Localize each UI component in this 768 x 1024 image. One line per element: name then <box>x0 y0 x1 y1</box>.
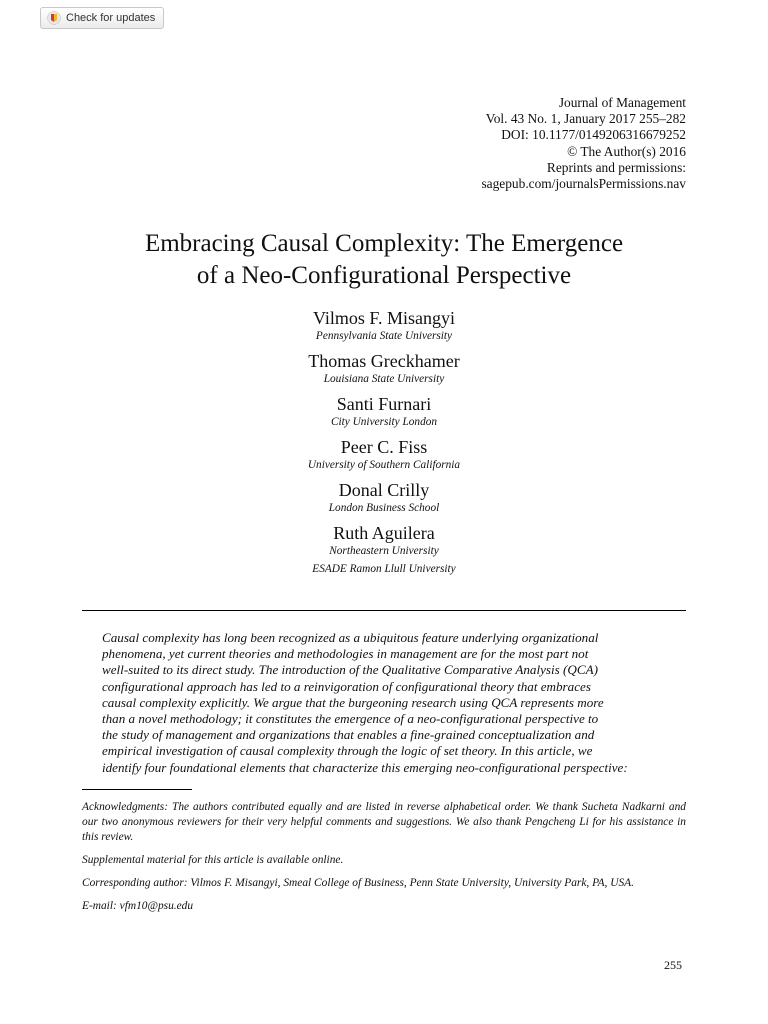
author-affiliation: City University London <box>330 416 438 428</box>
author-block <box>0 479 768 516</box>
crossmark-icon <box>47 11 61 25</box>
abstract-line: the study of management and organizations that enables a fine-grained conceptualization and <box>102 727 595 743</box>
abstract-line: identify four foundational elements that characterize this emerging neo-configurational perspective: <box>102 759 628 775</box>
author-name: Donal Crilly <box>338 480 430 500</box>
badge-label: Check for updates <box>66 12 156 24</box>
author-list <box>0 307 768 583</box>
abstract-line: well-suited to its direct study. The introduction of the Qualitative Comparative Analysis (QCA) <box>102 662 598 678</box>
article-title-line-1: Embracing Causal Complexity: The Emergence <box>144 230 624 257</box>
abstract-line: Causal complexity has long been recognized as a ubiquitous feature underlying organizational <box>102 630 599 645</box>
journal-permissions-link[interactable]: sagepub.com/journalsPermissions.nav <box>481 176 686 192</box>
email-note[interactable]: E-mail: vfm10@psu.edu <box>82 900 194 912</box>
author-block <box>0 350 768 387</box>
author-name: Ruth Aguilera <box>333 523 435 543</box>
journal-doi: DOI: 10.1177/0149206316679252 <box>501 127 686 143</box>
author-name: Santi Furnari <box>336 394 432 414</box>
page-number: 255 <box>664 958 682 972</box>
abstract <box>102 630 666 776</box>
author-block <box>0 522 768 577</box>
author-name: Vilmos F. Misangyi <box>313 308 455 328</box>
abstract-line: than a novel methodology; it constitutes the emergence of a neo-configurational perspective to <box>102 711 599 727</box>
journal-reprints: Reprints and permissions: <box>546 159 686 175</box>
journal-info <box>481 95 686 192</box>
author-affiliation: London Business School <box>328 502 440 514</box>
journal-copyright: © The Author(s) 2016 <box>567 143 686 159</box>
author-block <box>0 393 768 430</box>
author-block <box>0 307 768 344</box>
article-title-line-2: of a Neo-Configurational Perspective <box>196 262 572 289</box>
footnote-divider <box>82 789 192 790</box>
header-divider <box>82 610 686 611</box>
author-affiliation-secondary: ESADE Ramon Llull University <box>312 563 456 575</box>
article-title <box>0 228 768 292</box>
author-affiliation: Louisiana State University <box>323 373 445 385</box>
author-block <box>0 436 768 473</box>
abstract-line: causal complexity explicitly. We argue that the burgeoning research using QCA represents more <box>102 694 604 710</box>
journal-name: Journal of Management <box>558 95 686 110</box>
check-for-updates-button[interactable] <box>40 7 164 29</box>
author-name: Peer C. Fiss <box>340 437 428 457</box>
author-name: Thomas Greckhamer <box>308 351 460 371</box>
footnotes <box>82 800 686 922</box>
supplemental-note: Supplemental material for this article is available online. <box>82 854 344 866</box>
acknowledgments-note: Acknowledgments: The authors contributed equally and are listed in reverse alphabetical order. We thank Sucheta Nadkarni and our two anonymous reviewers for their very helpful comments and suggestions. We also thank Pengcheng Li for his assistance in this review. <box>82 801 686 843</box>
corresponding-author-note: Corresponding author: Vilmos F. Misangyi, Smeal College of Business, Penn State University, University Park, PA, USA. <box>82 877 634 889</box>
abstract-line: configurational approach has led to a reinvigoration of configurational theory that embraces <box>102 678 591 694</box>
abstract-line: phenomena, yet current theories and methodologies in management are for the most part not <box>102 646 589 662</box>
author-affiliation: Pennsylvania State University <box>315 330 453 342</box>
abstract-line: empirical investigation of causal complexity through the logic of set theory. In this article, we <box>102 743 593 759</box>
author-affiliation: University of Southern California <box>307 459 461 471</box>
author-affiliation: Northeastern University <box>329 545 439 557</box>
journal-volume: Vol. 43 No. 1, January 2017 255–282 <box>485 111 686 127</box>
